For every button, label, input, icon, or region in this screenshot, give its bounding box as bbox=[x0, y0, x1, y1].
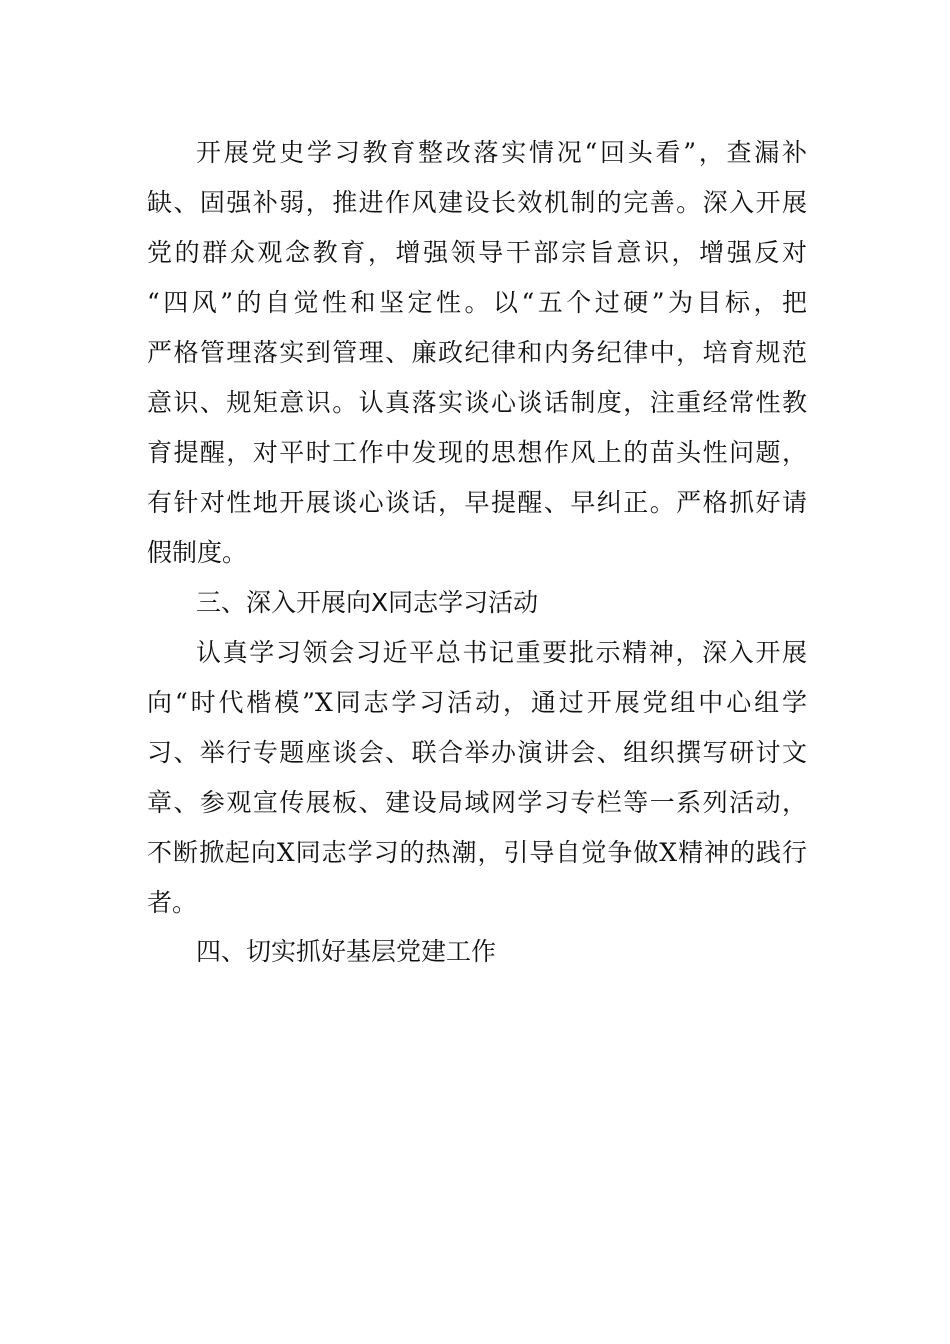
paragraph-line: 章、参观宣传展板、建设局域网学习专栏等一系列活动， bbox=[147, 788, 807, 817]
paragraph-line: 严格管理落实到管理、廉政纪律和内务纪律中，培育规范 bbox=[147, 338, 807, 367]
paragraph-line: 习、举行专题座谈会、联合举办演讲会、组织撰写研讨文 bbox=[147, 738, 807, 767]
paragraph-line: 向“时代楷模”X同志学习活动，通过开展党组中心组学 bbox=[147, 688, 807, 717]
paragraph-line: 缺、固强补弱，推进作风建设长效机制的完善。深入开展 bbox=[147, 188, 807, 217]
paragraph-line: 者。 bbox=[147, 888, 198, 917]
paragraph-line: “四风”的自觉性和坚定性。以“五个过硬”为目标，把 bbox=[147, 288, 807, 317]
section-heading-3: 三、深入开展向X同志学习活动 bbox=[196, 588, 539, 617]
paragraph-line: 党的群众观念教育，增强领导干部宗旨意识，增强反对 bbox=[147, 238, 807, 267]
paragraph-line: 开展党史学习教育整改落实情况“回头看”，查漏补 bbox=[196, 138, 807, 167]
paragraph-line: 认真学习领会习近平总书记重要批示精神，深入开展 bbox=[196, 638, 807, 667]
paragraph-line: 育提醒，对平时工作中发现的思想作风上的苗头性问题， bbox=[147, 438, 807, 467]
paragraph-line: 不断掀起向X同志学习的热潮，引导自觉争做X精神的践行 bbox=[147, 838, 807, 867]
paragraph-line: 意识、规矩意识。认真落实谈心谈话制度，注重经常性教 bbox=[147, 388, 807, 417]
paragraph-line: 有针对性地开展谈心谈话，早提醒、早纠正。严格抓好请 bbox=[147, 488, 807, 517]
section-heading-4: 四、切实抓好基层党建工作 bbox=[196, 937, 497, 966]
paragraph-line: 假制度。 bbox=[147, 538, 248, 567]
